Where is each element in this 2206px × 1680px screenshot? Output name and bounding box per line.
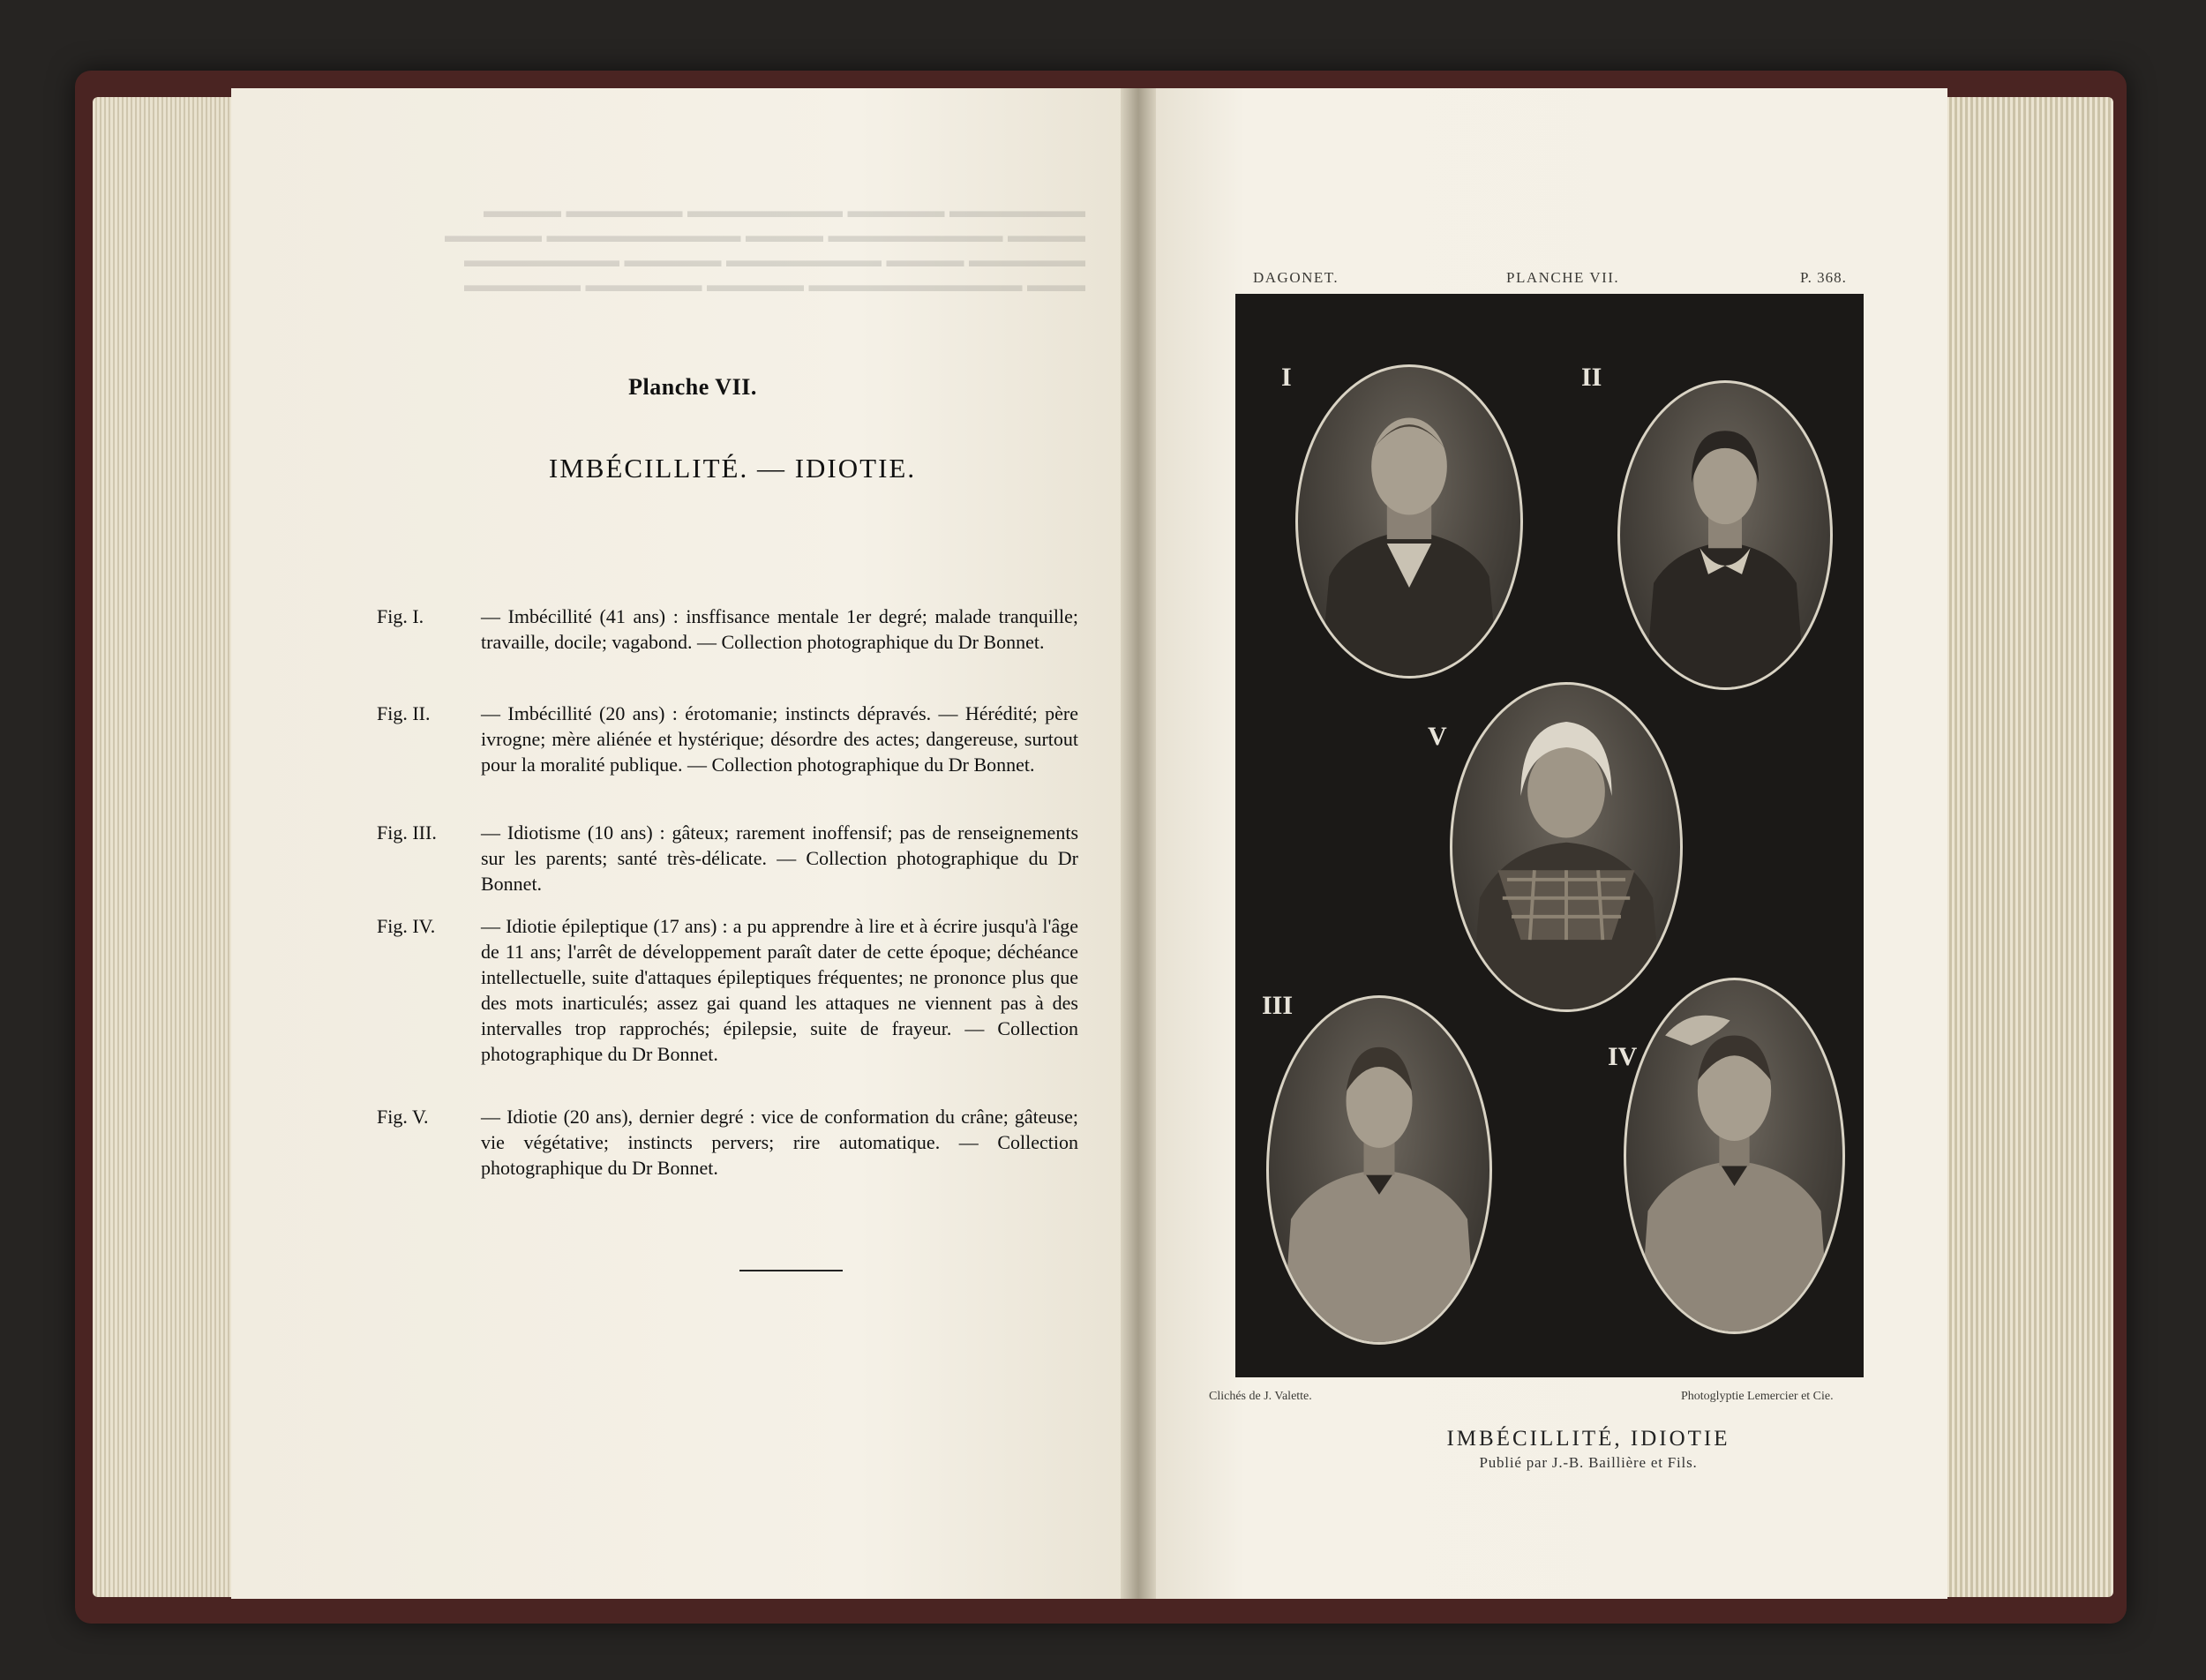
portrait-numeral-5: V [1428, 722, 1447, 751]
portrait-2 [1617, 380, 1833, 690]
photo-plate [1235, 294, 1864, 1377]
portrait-3 [1266, 995, 1492, 1345]
figure-text: — Idiotie épileptique (17 ans) : a pu apprendre à lire et à écrire jusqu'à l'âge de 11 ans; l'arrêt de développement paraît dater de cette époque; déchéance intellectuelle, suite d'attaques épileptiques fréquentes; ne prononce plus que des mots inarticulés; assez gai quand les attaques ne viennent pas à des intervalles trop rapprochés; épilepsie, suite de frayeur. — Collection photographique du Dr Bonnet. [481, 915, 1078, 1065]
figure-label: Fig. IV. [377, 915, 436, 937]
portrait-4 [1624, 978, 1845, 1334]
portrait-numeral-2: II [1581, 363, 1602, 392]
page-edges-right [1928, 97, 2113, 1597]
portrait-5 [1450, 682, 1683, 1012]
running-header-plate: PLANCHE VII. [1506, 269, 1620, 286]
figure-label: Fig. I. [377, 605, 424, 627]
footnote-rule [739, 1270, 843, 1271]
portrait-1 [1295, 364, 1523, 679]
running-header-author: DAGONET. [1253, 269, 1339, 286]
figure-caption-4 [377, 913, 1078, 1067]
book-gutter [1121, 88, 1156, 1599]
portrait-numeral-1: I [1281, 363, 1292, 392]
figure-label: Fig. III. [377, 821, 437, 844]
portrait-numeral-3: III [1262, 991, 1294, 1020]
figure-caption-1 [377, 604, 1078, 655]
figure-label: Fig. V. [377, 1106, 429, 1128]
figure-label: Fig. II. [377, 702, 431, 724]
figure-text: — Idiotie (20 ans), dernier degré : vice de conformation du crâne; gâteuse; vie végétative; instincts pervers; rire automatique. — Collection photographique du Dr Bonnet. [481, 1106, 1078, 1179]
figure-text: — Idiotisme (10 ans) : gâteux; rarement inoffensif; pas de renseignements sur les parents; santé très-délicate. — Collection photographique du Dr Bonnet. [481, 821, 1078, 895]
running-header-page: P. 368. [1800, 269, 1847, 286]
page-edges-left [93, 97, 247, 1597]
figure-caption-2 [377, 701, 1078, 777]
portrait-numeral-4: IV [1608, 1042, 1638, 1071]
figure-caption-3 [377, 820, 1078, 896]
figure-text: — Imbécillité (41 ans) : insffisance mentale 1er degré; malade tranquille; travaille, docile; vagabond. — Collection photographique du Dr Bonnet. [481, 605, 1078, 653]
plate-title: IMBÉCILLITÉ. — IDIOTIE. [548, 453, 917, 484]
printer-credit: Photoglyptie Lemercier et Cie. [1681, 1390, 1834, 1403]
plate-caption-publisher: Publié par J.-B. Baillière et Fils. [1479, 1454, 1698, 1471]
show-through-texture: ▬▬▬▬▬▬▬ ▬▬▬▬▬ ▬▬▬▬▬▬▬▬ ▬▬▬▬▬▬ ▬▬▬▬ ▬▬▬▬ ▬▬▬▬▬▬▬▬▬ ▬▬▬▬ ▬▬▬▬▬▬▬▬▬▬ ▬▬▬▬▬ ▬▬▬▬▬▬ ▬▬▬▬ ▬▬▬▬▬▬▬▬ ▬▬▬▬▬ ▬▬▬▬▬▬▬▬ ▬▬▬ ▬▬▬▬▬▬▬▬▬▬▬ ▬▬▬▬▬ ▬▬▬▬▬▬ ▬▬▬▬▬▬ [445, 199, 1085, 296]
plate-caption-title: IMBÉCILLITÉ, IDIOTIE [1446, 1427, 1730, 1451]
plate-heading: Planche VII. [628, 374, 757, 400]
photo-credit: Clichés de J. Valette. [1209, 1390, 1312, 1403]
figure-text: — Imbécillité (20 ans) : érotomanie; instincts dépravés. — Hérédité; père ivrogne; mère aliénée et hystérique; désordre des actes; dangereuse, surtout pour la moralité publique. — Collection photographique du Dr Bonnet. [481, 702, 1078, 776]
figure-caption-5 [377, 1104, 1078, 1181]
